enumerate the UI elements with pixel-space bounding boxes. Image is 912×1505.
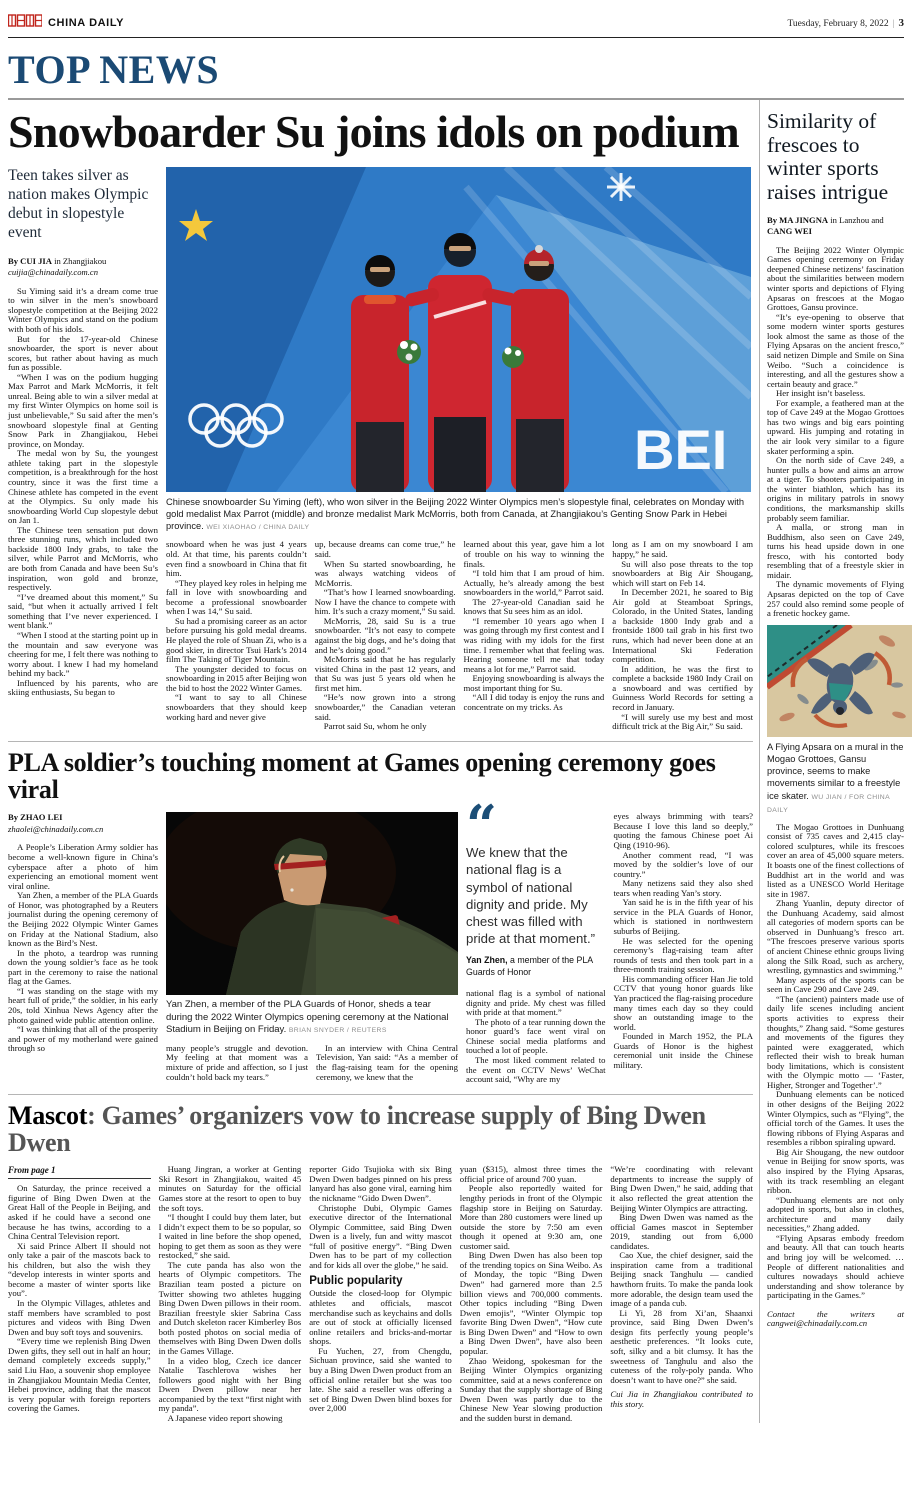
paragraph: Influenced by his parents, who are skiing enthusiasts, Su began to (8, 677, 158, 698)
lead-column-3 (315, 540, 456, 731)
frescoes-headline: Similarity of frescoes to winter sports raises intrigue (767, 109, 889, 204)
byline-email: zhaolei@chinadaily.com.cn (8, 823, 104, 834)
quote-mark-icon: “ (466, 793, 498, 858)
paragraph: In the photo, a teardrop was running down the young soldier’s face as he took part in the ceremony to raise the national flag at the Games. (8, 947, 158, 987)
mascot-column-3a (309, 1165, 452, 1270)
paragraph: Another comment read, “I was moved by the soldier’s love of our country.” (613, 849, 753, 879)
pla-column-2 (166, 1044, 308, 1082)
beijing-lettering: BEI (634, 417, 728, 481)
paragraph: “They played key roles in helping me fall in love with snowboarding and become a professional snowboarder when I was 14,” Su said. (166, 577, 307, 617)
lead-column-2 (166, 540, 307, 731)
brand-wordmark: CHINA DAILY (48, 17, 125, 29)
paragraph: Xi said Prince Albert II should not only take a pair of the mascots back to his children, but also the wish they “develop interests in winter sports and become a master of winter sports like you”. (8, 1240, 151, 1299)
paragraph: “I thought I could buy them later, but I didn’t expect them to be so popular, so I waited in line before the shop opened, hoping to get them as soon as they were restocked,” she said. (158, 1212, 302, 1261)
paragraph: The Chinese teen sensation put down three stunning runs, which included two backside 1800 Indy grabs, to take the silver, while Parrot and McMorris, who are both from Canada and have been Su’s inspiration, won gold and bronze, respectively. (8, 524, 158, 593)
lead-byline (8, 256, 158, 279)
paragraph: “I told him that I am proud of him. Actually, he’s already among the best snowboarders in the world,” Parrot said. (463, 568, 605, 598)
paragraph: On the north side of Cave 249, a hunter pulls a bow and aims an arrow at a tiger. To shooters participating in the winter biathlon, which has its origins in military patrols in snowy conditions, the marksmanship skills probably seem familiar. (767, 455, 904, 523)
page-number: 3 (898, 17, 904, 29)
pullquote (466, 793, 606, 978)
paragraph: learned about this year, gave him a lot of trouble on his way to winning the finals. (463, 539, 605, 569)
byline-author: By MA JINGNA (767, 214, 829, 225)
frescoes-text-top (767, 246, 904, 619)
frescoes-text-bottom (767, 823, 904, 1301)
paragraph: “Every time we replenish Bing Dwen Dwen gifts, they sell out in half an hour; demand completely exceeds supply,” said Liu Hao, a souvenir shop employee in Zhangjiakou Mountain Media Center, Hebei province, adding that the mascot is very popular with foreign reporters covering the Games. (8, 1336, 151, 1414)
paragraph: The Beijing 2022 Winter Olympic Games opening ceremony on Friday deepened Chinese netizens’ fascination about the similarities between modern winter sports and depictions of Flying Apsaras on frescoes at the Mogao Grottoes, Gansu province. (767, 244, 904, 313)
byline-email: cuijia@chinadaily.com.cn (8, 267, 99, 278)
chinadaily-cn-logo-icon (8, 14, 42, 32)
mascot-column-5 (610, 1165, 753, 1385)
mascot-column-4 (460, 1165, 603, 1423)
pla-column-4 (466, 989, 606, 1085)
lead-deck: Teen takes silver as nation makes Olympic debut in slopestyle event (8, 166, 149, 241)
paragraph: Cui Jia in Zhangjiakou contributed to this story. (610, 1389, 753, 1409)
fresco-photo-illustration (767, 625, 912, 737)
mascot-subhead: Public popularity (309, 1275, 403, 1288)
paragraph: In the Olympic Villages, athletes and staff members have scrambled to post pictures and videos with Bing Dwen Dwen and buy soft toys and souvenirs. (8, 1298, 151, 1337)
paragraph: The Mogao Grottoes in Dunhuang consist of 735 caves and 2,415 clay-colored sculptures, while its frescoes cover an area of 45,000 square meters. It boasts one of the finest collections of Buddhist art in the world and was listed as a UNESCO World Heritage site in 1987. (767, 821, 904, 899)
podium-photo (166, 167, 753, 492)
paragraph: Many aspects of the sports can be seen in Cave 290 and Cave 249. (767, 974, 904, 995)
paragraph: yuan ($315), almost three times the official price of around 700 yuan. (459, 1164, 603, 1184)
paragraph: “Flying Apsaras embody freedom and beauty. All that can touch hearts and bring joy will be welcomed. … People of different nationalities and cultures nowadays should achieve understanding and show tolerance by participating in the Games.” (767, 1232, 904, 1301)
byline-location: in Zhangjiakou (51, 255, 107, 266)
paragraph: The 27-year-old Canadian said he knows that Su sees him as an idol. (463, 596, 605, 617)
paragraph: People also reportedly waited for lengthy periods in front of the Olympic flagship store in Beijing on Saturday. More than 280 customers were lined up outside the store by 7:50 am even though it opened at 9:30 am, one customer said. (459, 1183, 603, 1251)
paragraph: Bing Dwen Dwen was named as the official Games mascot in September 2019, standing out from 6,000 candidates. (610, 1212, 753, 1251)
paragraph: Zhang Yuanlin, deputy director of the Dunhuang Academy, said almost all categories of modern sports can be observed in Dunhuang’s fresco art. “The frescoes preserve various sports of ancient Chinese ethnic groups living along the Silk Road, such as archery, wrestling, gymnastics and swimming.” (767, 898, 904, 976)
paragraph: “The (ancient) painters made use of daily life scenes including ancient sports activities to express their thoughts,” Zhang said. “Some gestures and movements of the figures they painted were exaggerated, which reflected their wish to break human body limitations, which is consistent with the Olympic motto — ‘Faster, Higher, Stronger and Together’.” (767, 993, 904, 1090)
dateline (787, 17, 904, 29)
paragraph: up, because dreams can come true,” he said. (314, 539, 456, 559)
paragraph: Zhao Weidong, spokesman for the Beijing Winter Olympics organizing committee, said at a news conference on Sunday that the supply shortage of Bing Dwen Dwen was partly due to the Chinese New Year slowing production and the sudden burst in demand. (459, 1355, 603, 1423)
pla-column-1 (8, 843, 158, 1053)
byline-author: By CUI JIA (8, 255, 52, 266)
left-zone (8, 100, 753, 1423)
paragraph: “It’s eye-opening to observe that some modern winter sports gestures look almost the same as those of the Flying Apsaras on the ancient fresco,” said netizen Dimple and Smile on Sina Weibo. “Such a coincidence is interesting, and all the gestures show a certain beauty and grace.” (767, 311, 904, 389)
paragraph: long as I am on my snowboard I am happy,” he said. (612, 539, 753, 559)
mascot-column-2 (159, 1165, 302, 1423)
podium-photo-caption: Chinese snowboarder Su Yiming (left), who won silver in the Beijing 2022 Winter Olympics men’s slopestyle final, celebrates on Monday with gold medalist Max Parrot (middle) and bronze medalist Mark McMorris, both from Canada, at Zhangjiakou’s Genting Snow Park in Hebei province. WEI XIAOHAO / CHINA DAILY (166, 496, 745, 532)
paragraph: “We’re coordinating with relevant departments to increase the supply of Bing Dwen Dwen,” he said, adding that it also reflected the great attention the Beijing Winter Olympics are attracting. (610, 1164, 753, 1213)
article-mascot (8, 1094, 753, 1424)
paragraph: The medal won by Su, the youngest athlete taking part in the slopestyle competition, is a breakthrough for the host country, since it was the first time a Chinese athlete has competed in the event at the Olympics. Su only made his snowboarding World Cup slopestyle debut on Jan 1. (8, 448, 158, 526)
soldier-photo (166, 812, 458, 995)
paragraph: “Dunhuang elements are not only adopted in sports, but also in clothes, architecture and many daily necessities,” Zhang added. (767, 1194, 904, 1234)
snowflake-graphic (607, 173, 635, 201)
paragraph: “When I was on the podium hugging Max Parrot and Mark McMorris, it felt unreal. Being able to win a silver medal at my first Winter Olympics on home soil is just unbelievable,” Su said after the men’s snowboard slopestyle final at Genting Snow Park in Zhangjiakou, Hebei province, on Monday. (8, 371, 158, 449)
paragraph: Su Yiming said it’s a dream come true to win silver in the men’s snowboard slopestyle competition at the Beijing 2022 Winter Olympics and stand on the podium with both of his idols. (8, 285, 158, 334)
paragraph: Yan Zhen, a member of the PLA Guards of Honor, was photographed by a Reuters journalist during the opening ceremony of the Beijing 2022 Olympic Winter Games on Friday at the National Stadium, also known as the Bird’s Nest. (8, 890, 158, 949)
paragraph: Big Air Shougang, the new outdoor venue in Beijing for snow sports, was also inspired by the Flying Apsaras, with its track resembling an elegant ribbon. (767, 1146, 904, 1196)
article-pla-soldier (8, 741, 753, 1085)
paragraph: In addition, he was the first to complete a backside 1980 Indy Crail on a snowboard and was certified by Guinness World Records for setting a record in January. (612, 663, 753, 712)
paragraph: In an interview with China Central Television, Yan said: “As a member of the flag-raising team for the opening ceremony, we knew that the (316, 1042, 458, 1082)
lead-column-1 (8, 287, 158, 698)
lead-column-4 (464, 540, 605, 731)
pla-byline (8, 812, 158, 835)
paragraph: The photo of a tear running down the honor guard’s face went viral on Chinese social media platforms and touched a lot of people. (466, 1016, 606, 1056)
byline-author-2: CANG WEI (767, 226, 812, 237)
paragraph: “I was standing on the stage with my heart full of pride,” the soldier, in his early 20s, told Xinhua News Agency after the photo gained wide public attention online. (8, 985, 158, 1025)
pullquote-attribution: Yan Zhen, a member of the PLA Guards of Honor (466, 955, 593, 977)
fresco-photo-caption: A Flying Apsara on a mural in the Mogao Grottoes, Gansu province, seems to make movements similar to a freestyle ice skater. WU JIAN / FOR CHINA DAILY (767, 741, 904, 814)
pla-headline: PLA soldier’s touching moment at Games opening ceremony goes viral (8, 747, 716, 804)
paragraph: Many netizens said they also shed tears when reading Yan’s story. (613, 878, 753, 898)
paragraph: Founded in March 1952, the PLA Guards of Honor is the highest ceremonial unit inside the Chinese military. (613, 1031, 753, 1070)
paragraph: Contact the writers at cangwei@chinadaily.com.cn (767, 1308, 904, 1329)
photo-credit: WU JIAN / FOR CHINA DAILY (767, 793, 890, 814)
contact-note (767, 1310, 904, 1329)
paragraph: Outside the closed-loop for Olympic athletes and officials, mascot merchandise such as keychains and dolls are out of stock at officially licensed online retailers and bricks-and-mortar shops. (309, 1288, 452, 1347)
paragraph: national flag is a symbol of national dignity and pride. My chest was filled with pride at that moment.” (466, 988, 606, 1018)
paragraph: “I was thinking that all of the prosperity and power of my motherland were gained through so (8, 1024, 158, 1054)
article-snowboarder (8, 100, 753, 732)
pla-column-3 (316, 1044, 458, 1082)
paragraph: “I’ve dreamed about this moment,” Su said, “but when it actually arrived I felt something that I’ve never experienced. I went blank.” (8, 591, 158, 631)
paragraph: Bing Dwen Dwen has also been top of the trending topics on Sina Weibo. As of Monday, the topic “Bing Dwen Dwen” had garnered more than 2.5 billion views and 700,000 comments. Other topics including “Bing Dwen Dwen emojis”, “Winter Olympic top favorite Bing Dwen Dwen”, “How cute is Bing Dwen Dwen” and “How to own a Bing Dwen Dwen”, have also been popular. (459, 1250, 603, 1356)
paragraph: Su had a promising career as an actor before pursuing his gold medal dreams. He played the role of Shuan Zi, who is a good skier, in director Tsui Hark’s 2014 film The Taking of Tiger Mountain. (166, 615, 307, 665)
mascot-kicker: Mascot (8, 1100, 88, 1130)
paragraph: For example, a feathered man at the top of Cave 249 at the Mogao Grottoes has two wings and big ears pointing upward. His jumping and rotating in the air look very similar to a figure skater performing a spin. (767, 397, 904, 456)
paragraph: In a video blog, Czech ice dancer Natalie Taschlerova wishes her followers good night with her Bing Dwen Dwen pillow near her accompanied by the text “first night with my panda”. (158, 1355, 302, 1414)
paragraph: Christophe Dubi, Olympic Games executive director of the International Olympic Committee, said Bing Dwen Dwen is a lively, fun and witty mascot “full of positive energy”. “Bing Dwen Dwen has to be part of my collection and for kids all over the globe,” he said. (309, 1202, 452, 1270)
divider: | (892, 19, 895, 29)
paragraph: Cao Xue, the chief designer, said the inspiration came from a traditional Beijing snack Tanghulu — candied hawthorn fruits. To make the panda look more adorable, the design team used the image of a panda cub. (610, 1250, 753, 1309)
paragraph: “I will surely use my best and most difficult trick at the Big Air,” Su said. (612, 711, 753, 732)
article-frescoes (759, 100, 904, 1423)
byline-author: By ZHAO LEI (8, 812, 63, 823)
paragraph: Fu Yuchen, 27, from Chengdu, Sichuan province, said she wanted to buy a Bing Dwen Dwen product from an official online retailer but she was too late. She said a reseller was offering a set of Bing Dwen Dwen blind boxes for over 2,000 (309, 1345, 452, 1414)
paragraph: But for the 17-year-old Chinese snowboarder, the sport is never about scores, but rather about having as much fun as possible. (8, 333, 158, 373)
paragraph: “I remember 10 years ago when I was going through my first contest and I was riding with my idols for the first time. I remember what that feeling was. Hearing someone tell me that today means a lot for me,” Parrot said. (463, 615, 605, 674)
paragraph: McMorris said that he has regularly visited China in the past 12 years, and that Su was just 5 years old when he first met him. (314, 654, 456, 693)
paragraph: His commanding officer Han Jie told CCTV that young honor guards like Yan practiced the flag-raising procedure many times each day so they could show an outstanding image to the world. (613, 973, 754, 1032)
contributor-note (610, 1390, 753, 1409)
paragraph: Dunhuang elements can be noticed in other designs of the Beijing 2022 Winter Olympics, such as “Flying”, the official torch of the Games. It uses the flowing ribbons of Flying Asparas and resembles a ribbon spiraling upward. (767, 1089, 904, 1148)
paragraph: Li Yi, 28 from Xi’an, Shaanxi province, said Bing Dwen Dwen’s design fits perfectly young people’s aesthetic preferences. “It looks cute, soft, silky and a bit clumsy. It has the sweetness of Tanghulu and also the cuteness of the roly-poly panda. Who doesn’t want to have one?” she said. (610, 1307, 753, 1385)
paragraph: “He’s now grown into a strong snowboarder,” the Canadian veteran said. (314, 692, 456, 722)
paragraph: Enjoying snowboarding is always the most important thing for Su. (463, 673, 605, 693)
paragraph: Su will also pose threats to the top snowboarders at Big Air Shougang, which will start on Feb 14. (612, 558, 753, 588)
paragraph: “I want to say to all Chinese snowboarders that they should keep working hard and never give (166, 692, 307, 722)
paragraph: “That’s how I learned snowboarding. Now I have the chance to compete with him. It’s such a crazy moment,” Su said. (314, 587, 456, 617)
fresco-photo (767, 625, 904, 737)
paragraph: The youngster decided to focus on snowboarding in 2015 after Beijing won the bid to host the 2022 Winter Games. (166, 663, 307, 693)
pullquote-text: We knew that the national flag is a symbol of national dignity and pride. My chest was filled with pride at that moment.” (466, 845, 596, 947)
issue-date: Tuesday, February 8, 2022 (787, 19, 889, 29)
paragraph: A People’s Liberation Army soldier has become a well-known figure in China’s cyberspace after a photo of him experiencing an emotional moment went viral online. (8, 842, 158, 891)
photo-credit: WEI XIAOHAO / CHINA DAILY (206, 524, 310, 532)
paragraph: many people’s struggle and devotion. My feeling at that moment was a mixture of pride and affection, so I just couldn’t hold back my tears.” (166, 1042, 308, 1082)
paragraph: The cute panda has also won the hearts of Olympic competitors. The Brazilian team posted a picture on Twitter showing two athletes hugging Bing Dwen Dwen pillows in their room. Brazilian freestyle skier Sabrina Cass and Dutch skeleton racer Kimberley Bos both posted photos on social media of themselves with Bing Dwen Dwen dolls in the Games Village. (158, 1259, 302, 1356)
section-title: TOP NEWS (8, 38, 904, 100)
from-page-note: From page 1 (8, 1165, 151, 1179)
soldier-photo-caption: Yan Zhen, a member of the PLA Guards of Honor, sheds a tear during the 2022 Winter Olympics opening ceremony at the National Stadium in Beijing on Friday. BRIAN SNYDER / REUTERS (166, 999, 449, 1036)
paragraph: He was selected for the opening ceremony’s flag-raising team after rounds of tests and then took part in a three-month training session. (613, 935, 753, 975)
lead-column-5 (612, 540, 753, 731)
paragraph: “All I did today is enjoy the runs and concentrate on my tricks. As (463, 692, 605, 712)
paragraph: eyes always brimming with tears? Because I love this land so deeply,” quoting the famous Chinese poet Ai Qing (1910-96). (613, 811, 753, 850)
paragraph: snowboard when he was just 4 years old. At that time, his parents couldn’t even find a snowboard in China that fit him. (166, 539, 307, 579)
photo-credit: BRIAN SNYDER / REUTERS (288, 1027, 387, 1035)
paragraph: A malla, or strong man in Buddhism, also seen on Cave 249, turns his head upside down in one fresco, with his contorted body resembling that of a freestyle skier in midair. (767, 522, 904, 580)
paragraph: On Saturday, the prince received a figurine of Bing Dwen Dwen at the Great Hall of the People in Beijing, and asked if he could have a second one because he has twins, according to a China Central Television report. (8, 1183, 151, 1242)
paragraph: Her insight isn’t baseless. (776, 388, 866, 399)
paragraph: “When I stood at the starting point up in the mountain and saw everyone was cheering for me, I felt there was nothing to worry about. I knew I had my homeland behind my back.” (8, 629, 158, 679)
mascot-column-1 (8, 1184, 151, 1414)
paragraph: Huang Jingran, a worker at Genting Ski Resort in Zhangjiakou, waited 45 minutes on Saturday for the official Games store at the resort to open to buy the soft toys. (158, 1164, 302, 1213)
paragraph: In December 2021, he soared to Big Air gold at Steamboat Springs, Colorado, in the United States, landing a backside 1800 Indy grab and a frontside 1800 tail grab in his first two runs, which had never been done at an International Ski Federation competition. (612, 587, 753, 665)
paragraph: When Su started snowboarding, he was always watching videos of McMorris. (314, 558, 456, 588)
paragraph: The dynamic movements of Flying Apsaras depicted on the top of Cave 257 could also remind some people of a frenetic hockey game. (767, 579, 904, 619)
paragraph: The most liked comment related to the event on CCTV News’ WeChat account said, “Why are my (466, 1054, 606, 1085)
lead-headline: Snowboarder Su joins idols on podium (8, 106, 739, 157)
masthead (8, 14, 904, 38)
pla-column-5 (614, 812, 754, 1084)
podium-photo-illustration (166, 167, 751, 492)
frescoes-byline: By MA JINGNA in Lanzhou and CANG WEI (767, 214, 884, 237)
paragraph: Yan said he is in the fifth year of his service in the PLA Guards of Honor, which is stationed in northwestern suburbs of Beijing. (613, 897, 753, 936)
soldier-photo-illustration (166, 812, 458, 995)
paragraph: Parrot said Su, whom he only (323, 721, 427, 732)
mascot-column-3b (309, 1289, 452, 1413)
mascot-headline: Mascot: Games’ organizers vow to increase supply of Bing Dwen Dwen (8, 1100, 706, 1157)
paragraph: reporter Gido Tsujioka with six Bing Dwen Dwen badges pinned on his press lanyard has also gone viral, earning him the nickname “Gido Dwen Dwen”. (309, 1164, 452, 1203)
paragraph: A Japanese video report showing (167, 1412, 283, 1423)
paragraph: McMorris, 28, said Su is a true snowboarder. “It’s not easy to compete against the big dogs, and he’s doing that and he’s doing good.” (314, 615, 456, 655)
